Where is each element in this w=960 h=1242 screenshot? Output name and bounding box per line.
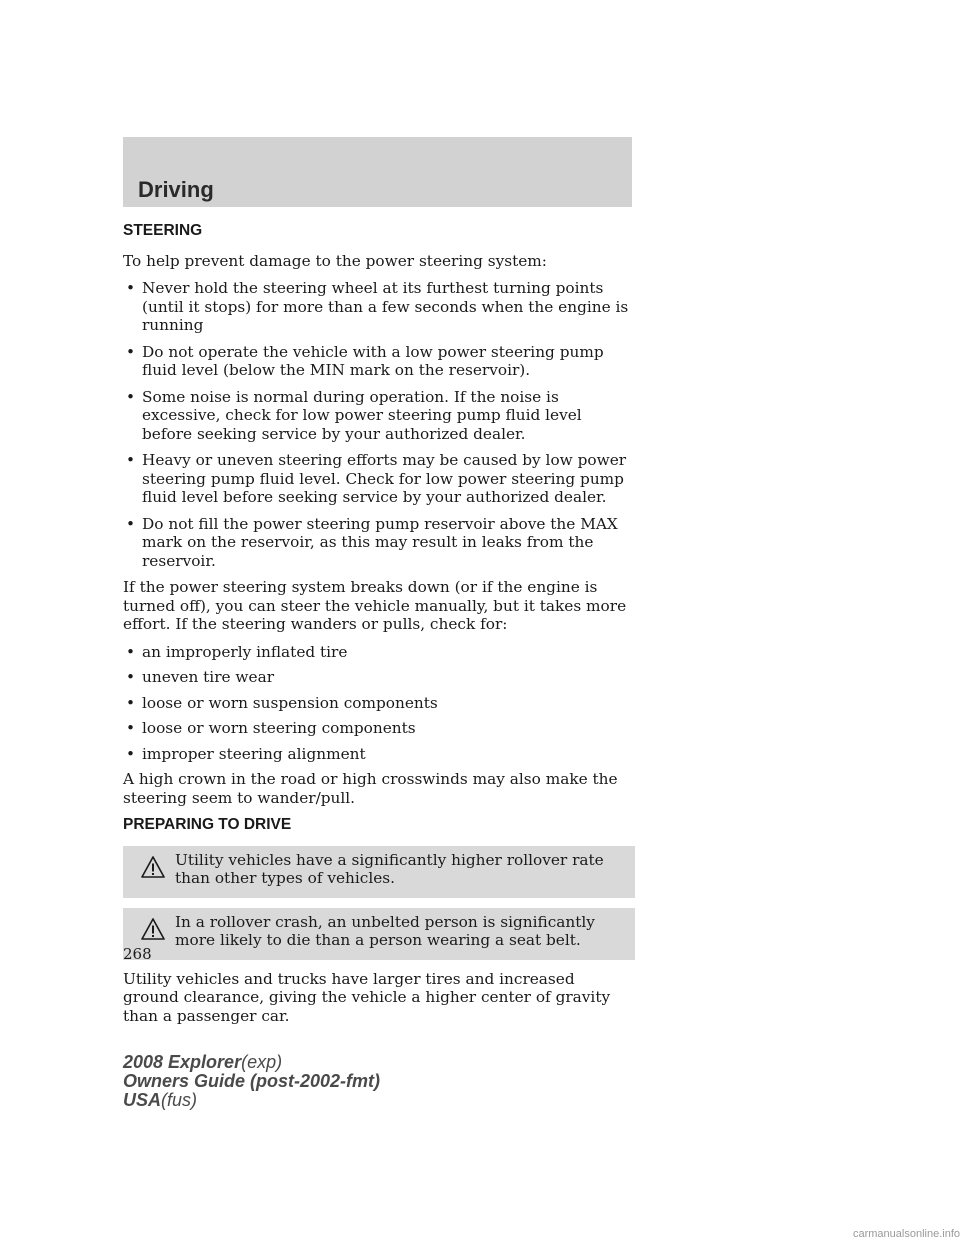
footer-model-code: (exp) (241, 1052, 283, 1072)
bullet-icon: • (126, 668, 136, 686)
warning-triangle-icon (141, 855, 165, 879)
preparing-heading: PREPARING TO DRIVE (123, 816, 292, 833)
steering-intro: To help prevent damage to the power steering system: (123, 251, 547, 270)
list-item: • uneven tire wear (126, 668, 275, 686)
list-item: • Some noise is normal during operation. If the noise is excessive, check for low power steering pump fluid level before seeking service by your authorized dealer. (126, 387, 582, 443)
warning-text: In a rollover crash, an unbelted person is significantly more likely to die than a person wearing a seat belt. (175, 912, 595, 949)
page-number: 268 (123, 945, 152, 963)
document-footer (123, 1053, 380, 1110)
list-item: • loose or worn steering components (126, 719, 416, 737)
steering-heading: STEERING (123, 222, 203, 239)
bullet-icon: • (126, 514, 136, 533)
warning-box (123, 908, 635, 960)
utility-vehicle-paragraph: Utility vehicles and trucks have larger tires and increased ground clearance, giving the vehicle a higher center of gravity than a passenger car. (123, 969, 611, 1025)
section-title: Driving (138, 177, 214, 202)
list-item: • an improperly inflated tire (126, 642, 348, 661)
bullet-icon: • (126, 279, 136, 297)
footer-market-code: (fus) (161, 1090, 198, 1110)
bullet-icon: • (126, 719, 136, 737)
bullet-icon: • (126, 744, 136, 763)
footer-market: USA (123, 1090, 162, 1110)
footer-guide: Owners Guide (post-2002-fmt) (123, 1071, 381, 1091)
bullet-icon: • (126, 693, 136, 712)
list-item: • loose or worn suspension components (126, 693, 438, 712)
crown-paragraph: A high crown in the road or high crosswinds may also make the steering seem to wander/pull. (123, 770, 618, 807)
list-item: • Do not operate the vehicle with a low power steering pump fluid level (below the MIN mark on the reservoir). (126, 342, 604, 379)
list-item: • Do not fill the power steering pump reservoir above the MAX mark on the reservoir, as this may result in leaks from the reservoir. (126, 514, 618, 570)
check-list (123, 643, 635, 764)
list-item: • improper steering alignment (126, 744, 366, 763)
footer-model: 2008 Explorer (123, 1052, 242, 1072)
breakdown-paragraph: If the power steering system breaks down (or if the engine is turned off), you can steer the vehicle manually, but it takes more effort. If the steering wanders or pulls, check for: (123, 578, 627, 633)
watermark: carmanualsonline.info (852, 1228, 960, 1240)
bullet-icon: • (126, 342, 136, 361)
warning-box (123, 846, 635, 898)
list-item: • Heavy or uneven steering efforts may be caused by low power steering pump fluid level. Check for low power steering pump fluid level before seeking service by your authorized dealer. (126, 451, 627, 506)
steering-precautions-list (123, 279, 635, 570)
bullet-icon: • (126, 451, 136, 469)
list-item: • Never hold the steering wheel at its furthest turning points (until it stops) for more than a few seconds when the engine is running (126, 279, 629, 334)
page-content (123, 222, 635, 1034)
bullet-icon: • (126, 387, 136, 406)
bullet-icon: • (126, 642, 136, 661)
section-header-band (123, 137, 632, 207)
warning-text: Utility vehicles have a significantly higher rollover rate than other types of vehicles. (175, 850, 604, 887)
warning-triangle-icon (141, 917, 165, 941)
